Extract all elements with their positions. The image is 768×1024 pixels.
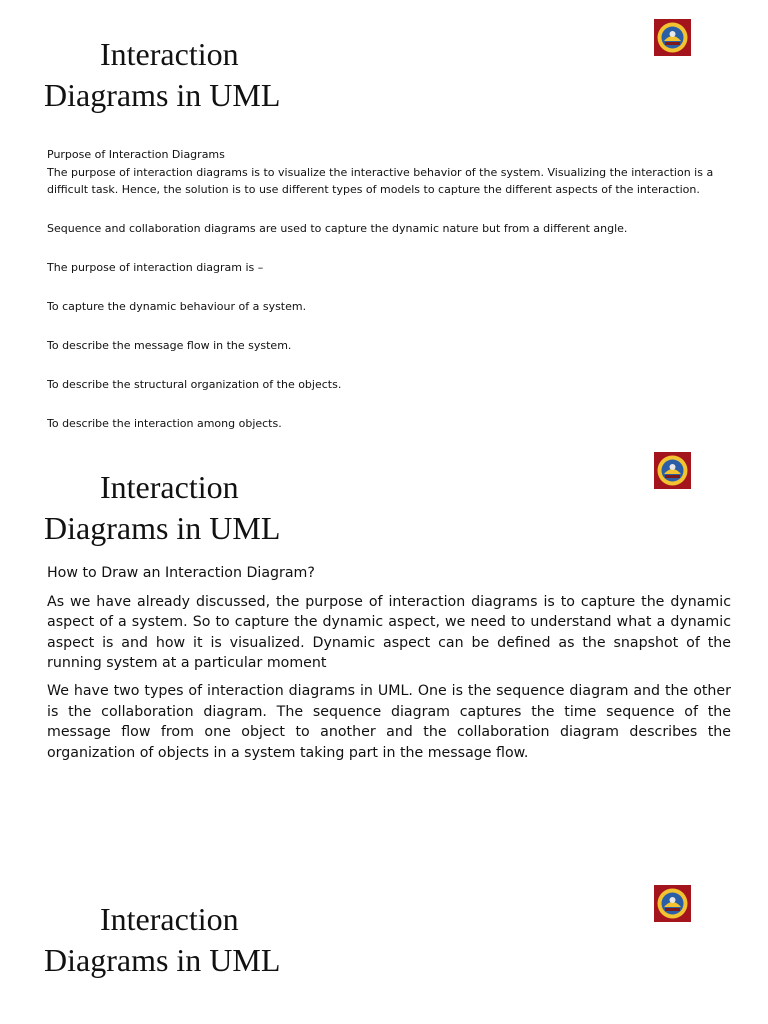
university-seal-icon <box>654 19 691 56</box>
list-item: To describe the structural organization of the objects. <box>47 378 342 391</box>
title-line-2: Diagrams in UML <box>44 942 281 978</box>
slide-title <box>44 899 280 981</box>
title-line-1: Interaction <box>100 36 239 72</box>
title-line-1: Interaction <box>100 469 239 505</box>
university-seal-icon <box>654 452 691 489</box>
paragraph: We have two types of interaction diagrams in UML. One is the sequence diagram and the other is the collaboration diagram. The sequence diagram captures the time sequence of the message flow from one object to another and the collaboration diagram describes the organization of objects in a system taking part in the message flow. <box>47 682 731 761</box>
list-item: To capture the dynamic behaviour of a system. <box>47 300 307 313</box>
paragraph: Sequence and collaboration diagrams are used to capture the dynamic nature but from a different angle. <box>47 222 628 235</box>
slide-body <box>47 146 737 433</box>
slide-title <box>44 34 280 116</box>
list-item: To describe the message flow in the system. <box>47 339 292 352</box>
list-item: To describe the interaction among objects. <box>47 417 282 430</box>
section-heading: Purpose of Interaction Diagrams <box>47 148 225 161</box>
title-line-1: Interaction <box>100 901 239 937</box>
slide-body <box>47 563 731 763</box>
slide-title <box>44 467 280 549</box>
university-seal-icon <box>654 885 691 922</box>
section-heading: How to Draw an Interaction Diagram? <box>47 565 315 581</box>
paragraph: The purpose of interaction diagrams is to visualize the interactive behavior of the system. Visualizing the interaction is a difficult task. Hence, the solution is to use different types of models to capture the different aspects of the interaction. <box>47 165 714 196</box>
title-line-2: Diagrams in UML <box>44 77 281 113</box>
paragraph: As we have already discussed, the purpose of interaction diagrams is to capture the dynamic aspect of a system. So to capture the dynamic aspect, we need to understand what a dynamic aspect is and how it is visualized. Dynamic aspect can be defined as the snapshot of the running system at a particular moment <box>47 593 731 672</box>
paragraph: The purpose of interaction diagram is – <box>47 261 264 274</box>
title-line-2: Diagrams in UML <box>44 510 281 546</box>
